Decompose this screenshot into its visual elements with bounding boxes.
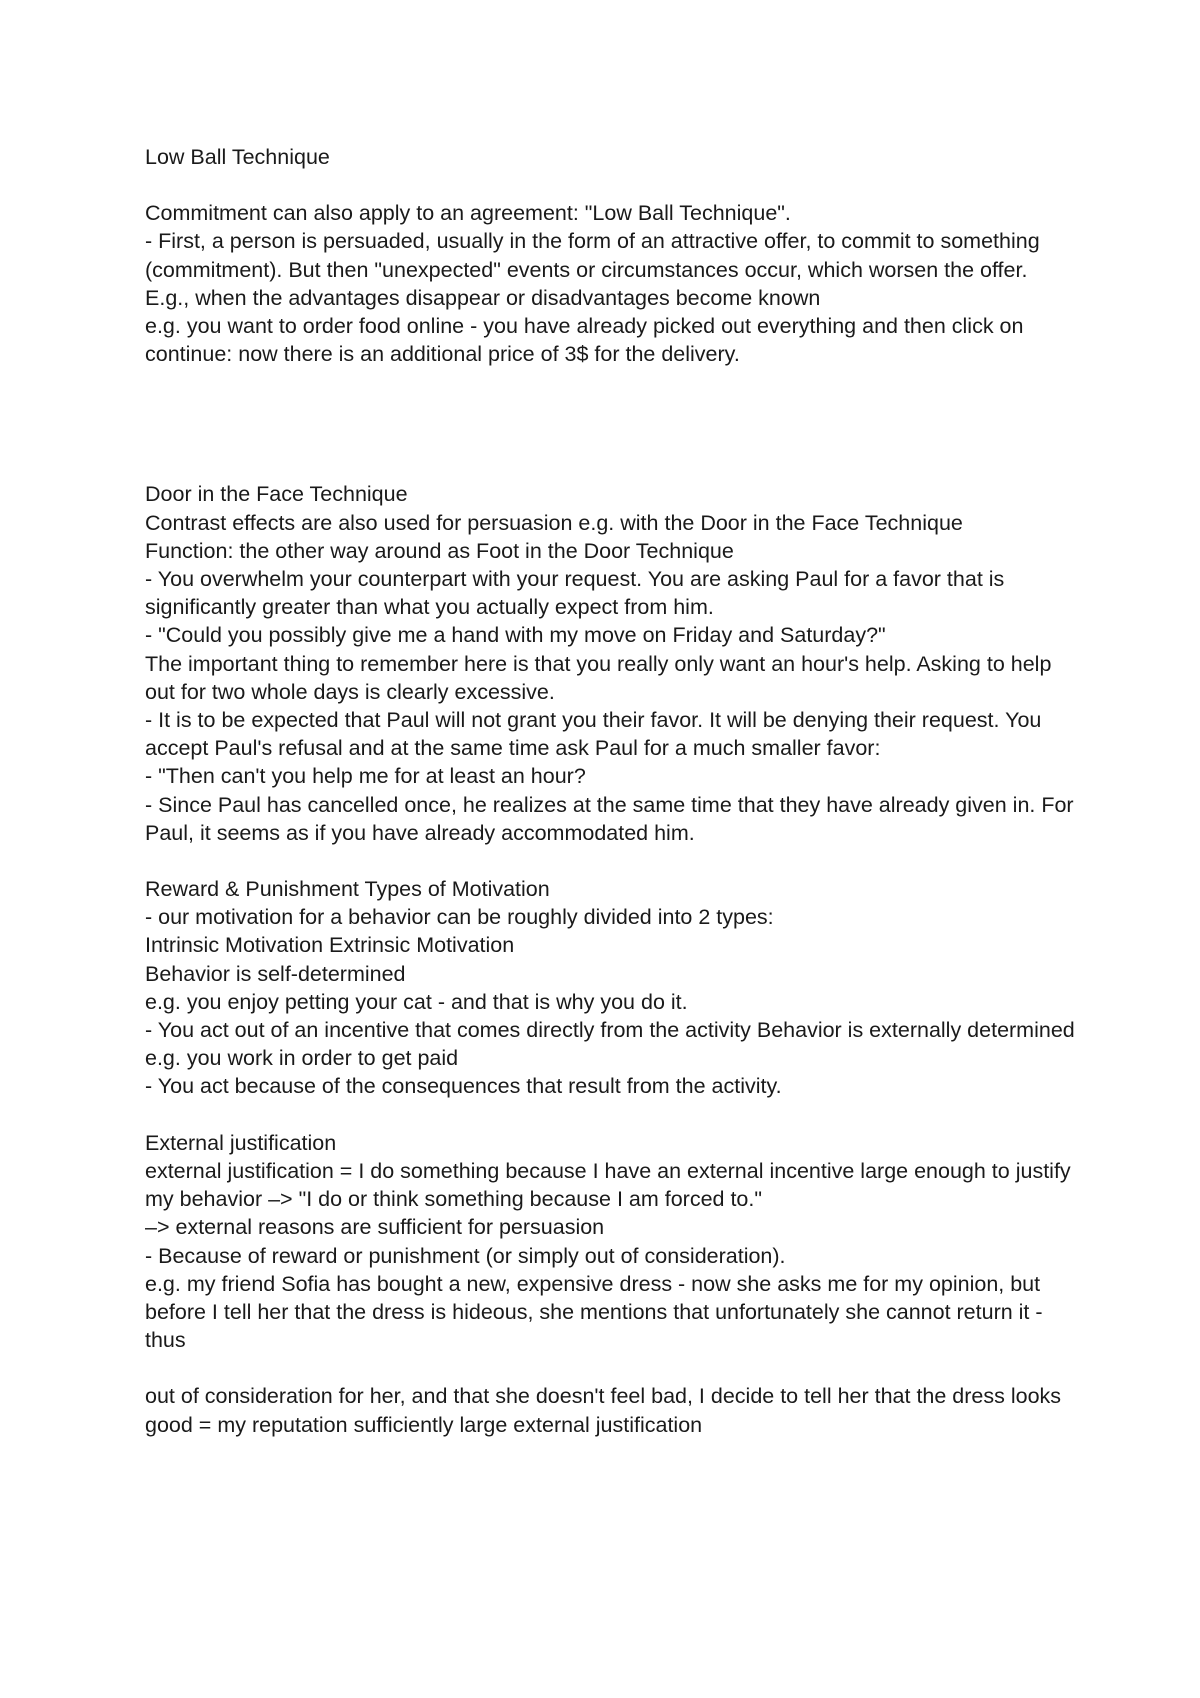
- paragraph: - It is to be expected that Paul will not grant you their favor. It will be denying their request. You accept Paul's refusal and at the same time ask Paul for a much smaller favor:: [145, 708, 1042, 761]
- paragraph: Intrinsic Motivation Extrinsic Motivation: [145, 933, 515, 958]
- paragraph: - Because of reward or punishment (or simply out of consideration).: [145, 1243, 786, 1268]
- section-low-ball: [145, 143, 1075, 368]
- section-title-external-justification: External justification: [145, 1130, 337, 1155]
- section-title-motivation: Reward & Punishment Types of Motivation: [145, 877, 550, 902]
- paragraph: - You act because of the consequences that result from the activity.: [145, 1074, 782, 1099]
- paragraph: - You act out of an incentive that comes directly from the activity Behavior is externally determined: [145, 1018, 1075, 1043]
- paragraph: Function: the other way around as Foot in the Door Technique: [145, 538, 734, 563]
- section-title-door-in-face: Door in the Face Technique: [145, 482, 408, 507]
- paragraph: e.g. my friend Sofia has bought a new, expensive dress - now she asks me for my opinion, but before I tell her that the dress is hideous, she mentions that unfortunately she cannot return it - thus: [145, 1271, 1043, 1353]
- paragraph: e.g. you enjoy petting your cat - and that is why you do it.: [145, 989, 688, 1014]
- paragraph: - our motivation for a behavior can be roughly divided into 2 types:: [145, 905, 774, 930]
- paragraph: Behavior is self-determined: [145, 961, 406, 986]
- paragraph: e.g. you work in order to get paid: [145, 1046, 459, 1071]
- paragraph: Contrast effects are also used for persuasion e.g. with the Door in the Face Technique: [145, 510, 963, 535]
- section-door-in-face: [145, 480, 1075, 847]
- section-motivation: [145, 875, 1075, 1101]
- paragraph: out of consideration for her, and that she doesn't feel bad, I decide to tell her that the dress looks good = my reputation sufficiently large external justification: [145, 1384, 1062, 1437]
- paragraph: The important thing to remember here is that you really only want an hour's help. Asking to help out for two whole days is clearly excessive.: [145, 651, 1052, 704]
- section-title-low-ball: Low Ball Technique: [145, 145, 330, 169]
- paragraph: - You overwhelm your counterpart with your request. You are asking Paul for a favor that is significantly greater than what you actually expect from him.: [145, 567, 1005, 620]
- paragraph: - Since Paul has cancelled once, he realizes at the same time that they have already given in. For Paul, it seems as if you have already accommodated him.: [145, 792, 1074, 845]
- paragraph: - "Could you possibly give me a hand with my move on Friday and Saturday?": [145, 623, 886, 648]
- paragraph: e.g. you want to order food online - you have already picked out everything and then click on continue: now there is an additional price of 3$ for the delivery.: [145, 314, 1024, 367]
- document-page: [145, 143, 1075, 1439]
- paragraph: –> external reasons are sufficient for persuasion: [145, 1215, 605, 1240]
- paragraph: Commitment can also apply to an agreement: "Low Ball Technique".: [145, 201, 791, 226]
- paragraph: - First, a person is persuaded, usually in the form of an attractive offer, to commit to something (commitment). But then "unexpected" events or circumstances occur, which worsen the offer. E.g., when the advantages disappear or disadvantages become known: [145, 229, 1040, 310]
- section-external-justification: [145, 1129, 1075, 1439]
- paragraph: - "Then can't you help me for at least an hour?: [145, 764, 586, 789]
- paragraph: external justification = I do something because I have an external incentive large enough to justify my behavior –> "I do or think something because I am forced to.": [145, 1158, 1071, 1212]
